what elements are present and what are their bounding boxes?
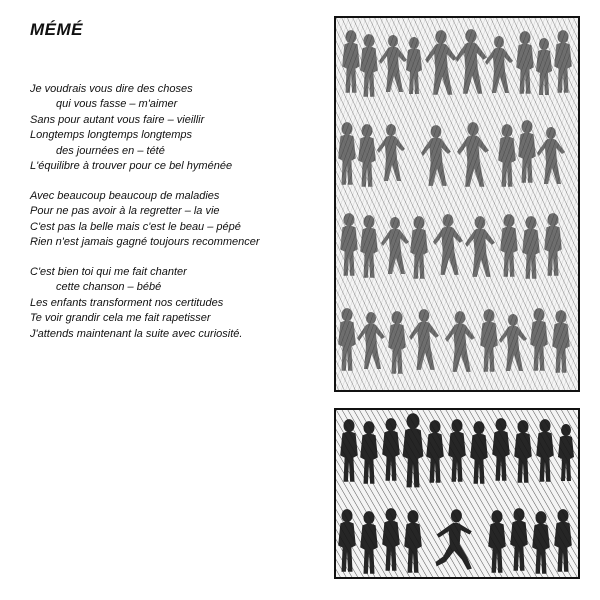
poem-line: Te voir grandir cela me fait rapetisser: [30, 312, 211, 325]
silhouette-drawing: [336, 410, 578, 577]
poem-line: C'est pas la belle mais c'est le beau – pépé: [30, 220, 241, 233]
poem-title: MÉMÉ: [30, 20, 83, 39]
poem-line: des journées en – tété: [56, 144, 165, 157]
crowd-illustration-top: [334, 16, 580, 392]
stanza-2: [30, 189, 320, 251]
stanza-1: [30, 82, 320, 174]
poem-line: C'est bien toi qui me fait chanter: [30, 266, 187, 279]
poem-line: Longtemps longtemps longtemps: [30, 129, 193, 142]
stanza-3: [30, 265, 320, 342]
poem-line: Avec beaucoup beaucoup de maladies: [30, 189, 220, 202]
silhouette-drawing: [336, 18, 578, 390]
poem-line: L'équilibre à trouver pour ce bel hyménée: [30, 160, 233, 173]
poem-line: Sans pour autant vous faire – vieillir: [30, 113, 205, 126]
poem-line: J'attends maintenant la suite avec curiosité.: [30, 327, 243, 340]
crowd-illustration-bottom: [334, 408, 580, 579]
poem-body: [30, 82, 320, 357]
poem-line: qui vous fasse – m'aimer: [56, 98, 178, 111]
poem-line: Rien n'est jamais gagné toujours recommencer: [30, 236, 260, 249]
poem-line: Pour ne pas avoir à la regretter – la vie: [30, 205, 220, 218]
poem-line: Je voudrais vous dire des choses: [30, 83, 193, 95]
poem-line: cette chanson – bébé: [56, 281, 162, 294]
poem-line: Les enfants transforment nos certitudes: [30, 296, 224, 309]
